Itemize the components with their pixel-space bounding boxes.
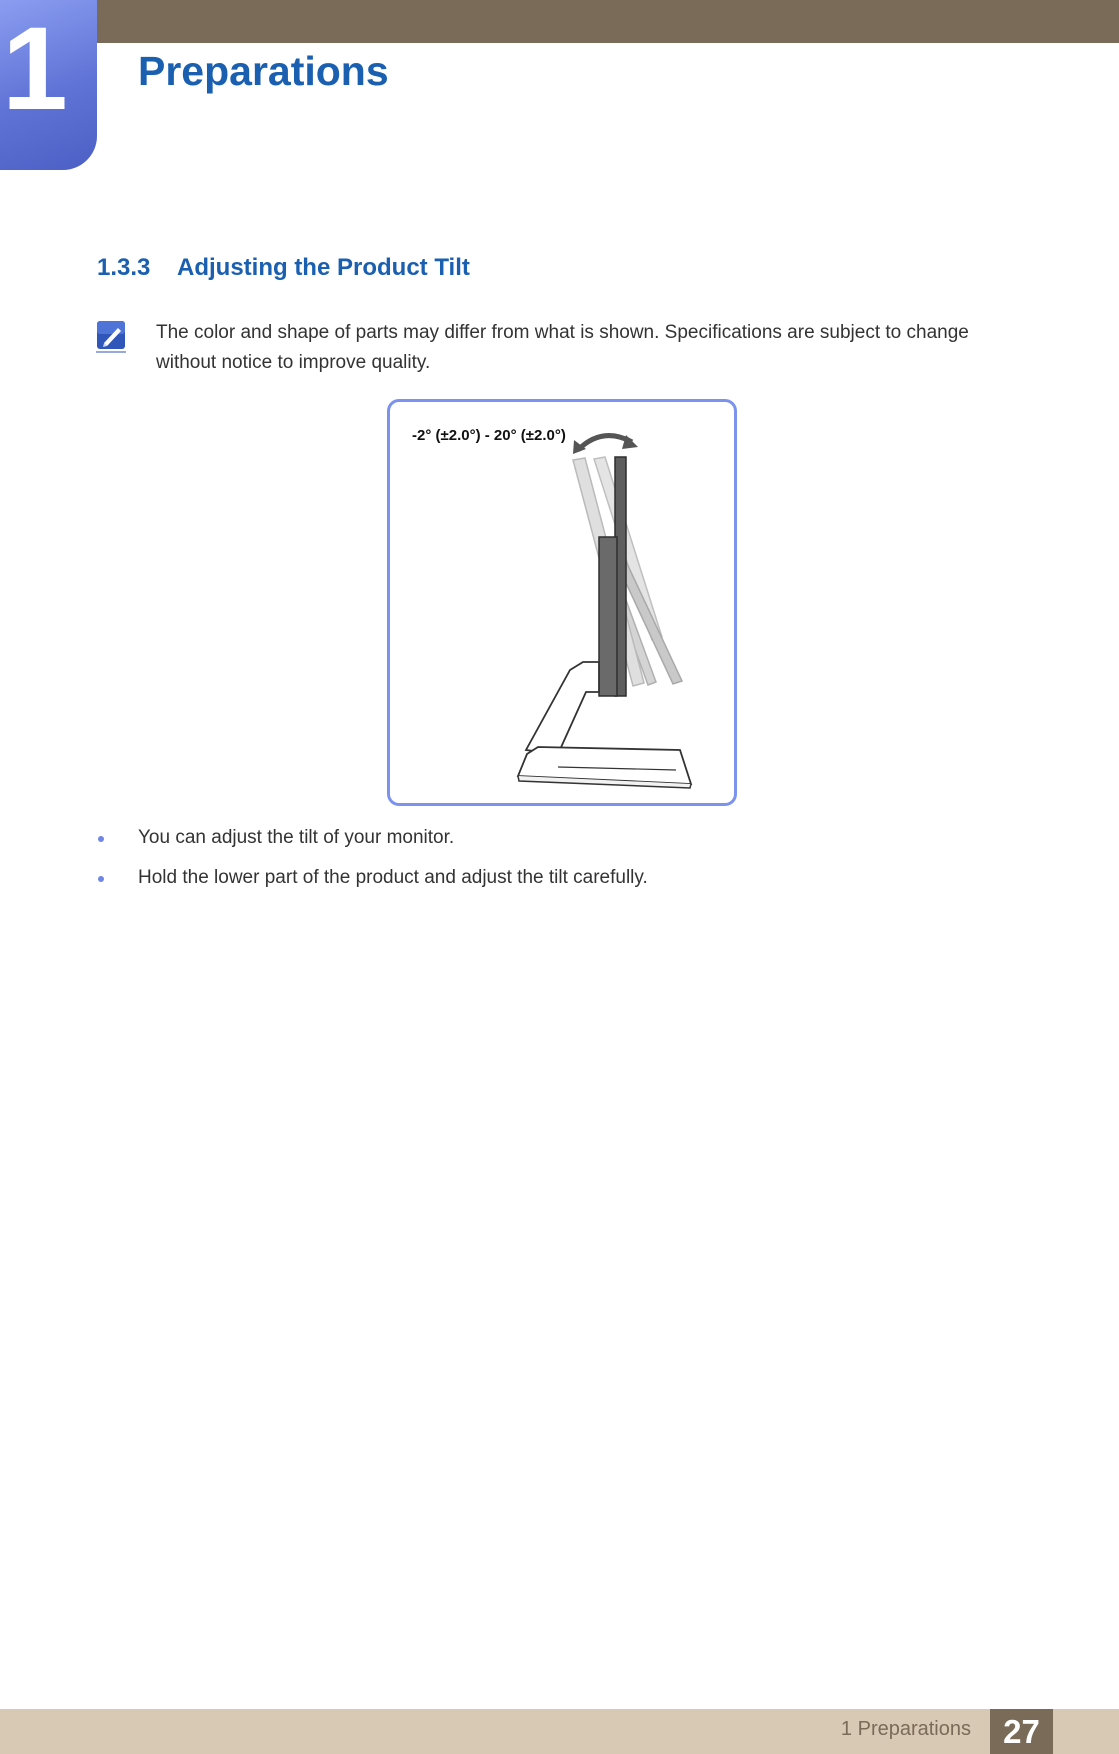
list-item <box>96 823 1046 863</box>
footer-chapter-label: 1 Preparations <box>840 1718 971 1740</box>
bullet-text: Hold the lower part of the product and adjust the tilt carefully. <box>138 867 648 888</box>
bullet-icon <box>98 836 104 842</box>
header-bar <box>0 0 1119 43</box>
page-number: 27 <box>1003 1713 1040 1750</box>
bullet-list <box>96 823 1046 903</box>
note-pencil-icon <box>96 320 128 354</box>
chapter-tab <box>0 0 97 170</box>
section-title: Adjusting the Product Tilt <box>177 254 470 281</box>
section-heading <box>97 252 470 284</box>
bullet-icon <box>98 876 104 882</box>
monitor-tilt-illustration <box>390 402 734 803</box>
chapter-number: 1 <box>2 3 68 135</box>
note-text: The color and shape of parts may differ from what is shown. Specifications are subject to change without notice to improve quality. <box>156 322 969 373</box>
tilt-figure <box>387 399 737 806</box>
page-number-box <box>990 1709 1053 1754</box>
section-number: 1.3.3 <box>97 254 151 281</box>
tilt-range-label: -2° (±2.0°) - 20° (±2.0°) <box>412 427 566 444</box>
list-item <box>96 863 1046 903</box>
chapter-title: Preparations <box>138 48 389 94</box>
bullet-text: You can adjust the tilt of your monitor. <box>138 827 455 848</box>
